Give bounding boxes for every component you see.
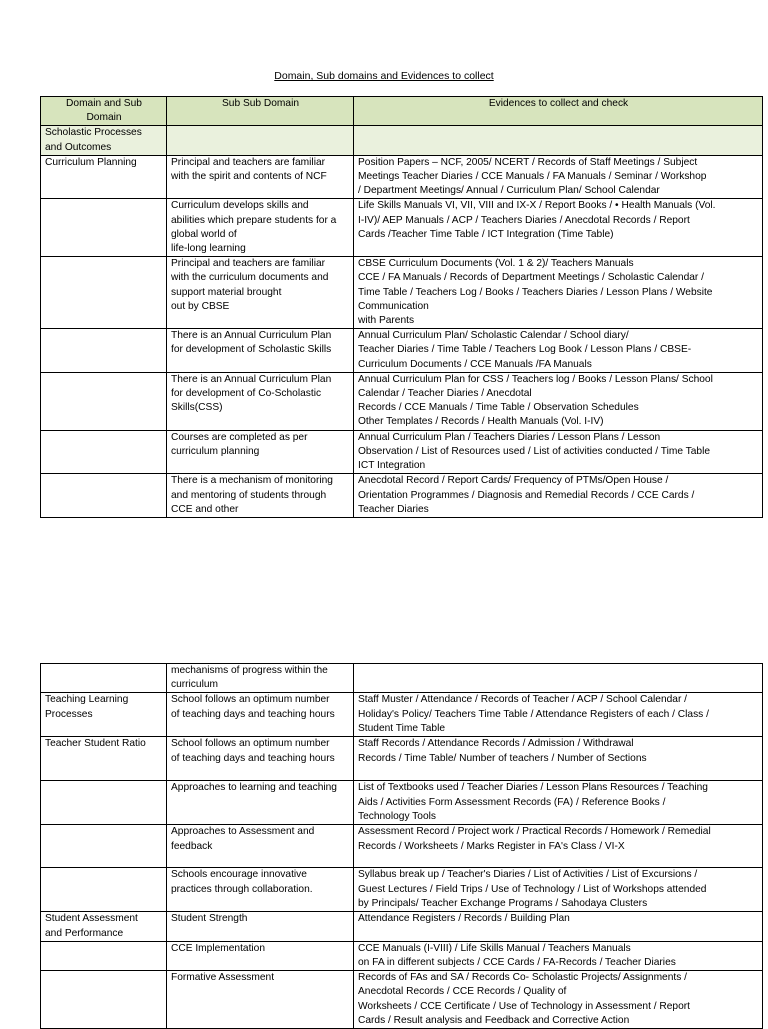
table-row bbox=[41, 941, 763, 970]
sub-domain-cell: Principal and teachers are familiar with the curriculum documents and support material brought out by CBSE bbox=[167, 257, 354, 329]
evidence-table-part-1 bbox=[40, 96, 763, 518]
table-row bbox=[41, 912, 763, 941]
domain-cell: Scholastic Processes and Outcomes bbox=[41, 126, 167, 155]
sub-domain-cell: School follows an optimum number of teaching days and teaching hours bbox=[167, 693, 354, 737]
header-evidences: Evidences to collect and check bbox=[354, 97, 763, 126]
domain-cell: Teacher Student Ratio bbox=[41, 737, 167, 781]
table-header-row bbox=[41, 97, 763, 126]
sub-domain-cell: Student Strength bbox=[167, 912, 354, 941]
header-sub-sub-domain: Sub Sub Domain bbox=[167, 97, 354, 126]
domain-cell bbox=[41, 825, 167, 868]
domain-cell bbox=[41, 430, 167, 474]
sub-domain-cell: Formative Assessment bbox=[167, 971, 354, 1029]
evidence-cell: Annual Curriculum Plan/ Scholastic Calendar / School diary/ Teacher Diaries / Time Table / Teachers Log Book / Lesson Plans / CBSE- Curriculum Documents / CCE Manuals /FA Manuals bbox=[354, 329, 763, 373]
domain-cell bbox=[41, 664, 167, 693]
sub-domain-cell: Principal and teachers are familiar with the spirit and contents of NCF bbox=[167, 155, 354, 199]
evidence-cell: Records of FAs and SA / Records Co- Scholastic Projects/ Assignments / Anecdotal Records / CCE Records / Quality of Worksheets / CCE Certificate / Use of Technology in Assessment / Report Cards / Result analysis and Feedback and Corrective Action bbox=[354, 971, 763, 1029]
sub-domain-cell bbox=[167, 126, 354, 155]
table-row bbox=[41, 329, 763, 373]
table-row bbox=[41, 199, 763, 257]
table-row bbox=[41, 781, 763, 825]
table-row bbox=[41, 155, 763, 199]
table-row bbox=[41, 474, 763, 518]
domain-cell bbox=[41, 372, 167, 430]
evidence-cell: Staff Records / Attendance Records / Admission / Withdrawal Records / Time Table/ Number of teachers / Number of Sections bbox=[354, 737, 763, 781]
evidence-cell bbox=[354, 664, 763, 693]
domain-cell bbox=[41, 971, 167, 1029]
domain-cell bbox=[41, 329, 167, 373]
domain-cell: Student Assessment and Performance bbox=[41, 912, 167, 941]
evidence-cell: Attendance Registers / Records / Building Plan bbox=[354, 912, 763, 941]
evidence-cell: CBSE Curriculum Documents (Vol. 1 & 2)/ Teachers Manuals CCE / FA Manuals / Records of Department Meetings / Scholastic Calendar / Time Table / Teachers Log / Books / Teachers Diaries / Lesson Plans / Website Communication with Parents bbox=[354, 257, 763, 329]
domain-cell bbox=[41, 474, 167, 518]
domain-cell: Teaching Learning Processes bbox=[41, 693, 167, 737]
sub-domain-cell: CCE Implementation bbox=[167, 941, 354, 970]
sub-domain-cell: Courses are completed as per curriculum planning bbox=[167, 430, 354, 474]
evidence-cell: Position Papers – NCF, 2005/ NCERT / Records of Staff Meetings / Subject Meetings Teacher Diaries / CCE Manuals / FA Manuals / Seminar / Workshop / Department Meetings/ Annual / Curriculum Plan/ School Calendar bbox=[354, 155, 763, 199]
table-row bbox=[41, 126, 763, 155]
evidence-cell: Annual Curriculum Plan / Teachers Diaries / Lesson Plans / Lesson Observation / List of Resources used / List of activities conducted / Time Table ICT Integration bbox=[354, 430, 763, 474]
evidence-cell bbox=[354, 126, 763, 155]
sub-domain-cell: Approaches to learning and teaching bbox=[167, 781, 354, 825]
table-row bbox=[41, 868, 763, 912]
table-row bbox=[41, 372, 763, 430]
table-row bbox=[41, 693, 763, 737]
sub-domain-cell: Approaches to Assessment and feedback bbox=[167, 825, 354, 868]
evidence-table-part-2 bbox=[40, 663, 763, 1029]
evidence-cell: Assessment Record / Project work / Practical Records / Homework / Remedial Records / Worksheets / Marks Register in FA's Class / VI-X bbox=[354, 825, 763, 868]
table-row bbox=[41, 737, 763, 781]
table-row bbox=[41, 971, 763, 1029]
domain-cell bbox=[41, 257, 167, 329]
evidence-cell: Anecdotal Record / Report Cards/ Frequency of PTMs/Open House / Orientation Programmes / Diagnosis and Remedial Records / CCE Cards / Teacher Diaries bbox=[354, 474, 763, 518]
sub-domain-cell: mechanisms of progress within the curriculum bbox=[167, 664, 354, 693]
domain-cell bbox=[41, 868, 167, 912]
header-domain: Domain and Sub Domain bbox=[41, 97, 167, 126]
evidence-cell: List of Textbooks used / Teacher Diaries / Lesson Plans Resources / Teaching Aids / Activities Form Assessment Records (FA) / Reference Books / Technology Tools bbox=[354, 781, 763, 825]
sub-domain-cell: Schools encourage innovative practices through collaboration. bbox=[167, 868, 354, 912]
domain-cell bbox=[41, 941, 167, 970]
evidence-cell: CCE Manuals (I-VIII) / Life Skills Manual / Teachers Manuals on FA in different subjects / CCE Cards / FA-Records / Teacher Diaries bbox=[354, 941, 763, 970]
evidence-cell: Life Skills Manuals VI, VII, VIII and IX-X / Report Books / • Health Manuals (Vol. I-IV)/ AEP Manuals / ACP / Teachers Diaries / Anecdotal Records / Report Cards /Teacher Time Table / ICT Integration (Time Table) bbox=[354, 199, 763, 257]
table-row bbox=[41, 825, 763, 868]
evidence-cell: Annual Curriculum Plan for CSS / Teachers log / Books / Lesson Plans/ School Calendar / Teacher Diaries / Anecdotal Records / CCE Manuals / Time Table / Observation Schedules Other Templates / Records / Health Manuals (Vol. I-IV) bbox=[354, 372, 763, 430]
table-row bbox=[41, 257, 763, 329]
sub-domain-cell: Curriculum develops skills and abilities which prepare students for a global world of life-long learning bbox=[167, 199, 354, 257]
evidence-cell: Staff Muster / Attendance / Records of Teacher / ACP / School Calendar / Holiday's Policy/ Teachers Time Table / Attendance Registers of each / Class / Student Time Table bbox=[354, 693, 763, 737]
table-row bbox=[41, 664, 763, 693]
sub-domain-cell: There is an Annual Curriculum Plan for development of Co-Scholastic Skills(CSS) bbox=[167, 372, 354, 430]
sub-domain-cell: There is a mechanism of monitoring and mentoring of students through CCE and other bbox=[167, 474, 354, 518]
domain-cell bbox=[41, 199, 167, 257]
sub-domain-cell: School follows an optimum number of teaching days and teaching hours bbox=[167, 737, 354, 781]
domain-cell: Curriculum Planning bbox=[41, 155, 167, 199]
domain-cell bbox=[41, 781, 167, 825]
table-row bbox=[41, 430, 763, 474]
evidence-cell: Syllabus break up / Teacher's Diaries / List of Activities / List of Excursions / Guest Lectures / Field Trips / Use of Technology / List of Workshops attended by Principals/ Teacher Exchange Programs / Sahodaya Clusters bbox=[354, 868, 763, 912]
document-title: Domain, Sub domains and Evidences to collect bbox=[274, 70, 494, 82]
sub-domain-cell: There is an Annual Curriculum Plan for development of Scholastic Skills bbox=[167, 329, 354, 373]
